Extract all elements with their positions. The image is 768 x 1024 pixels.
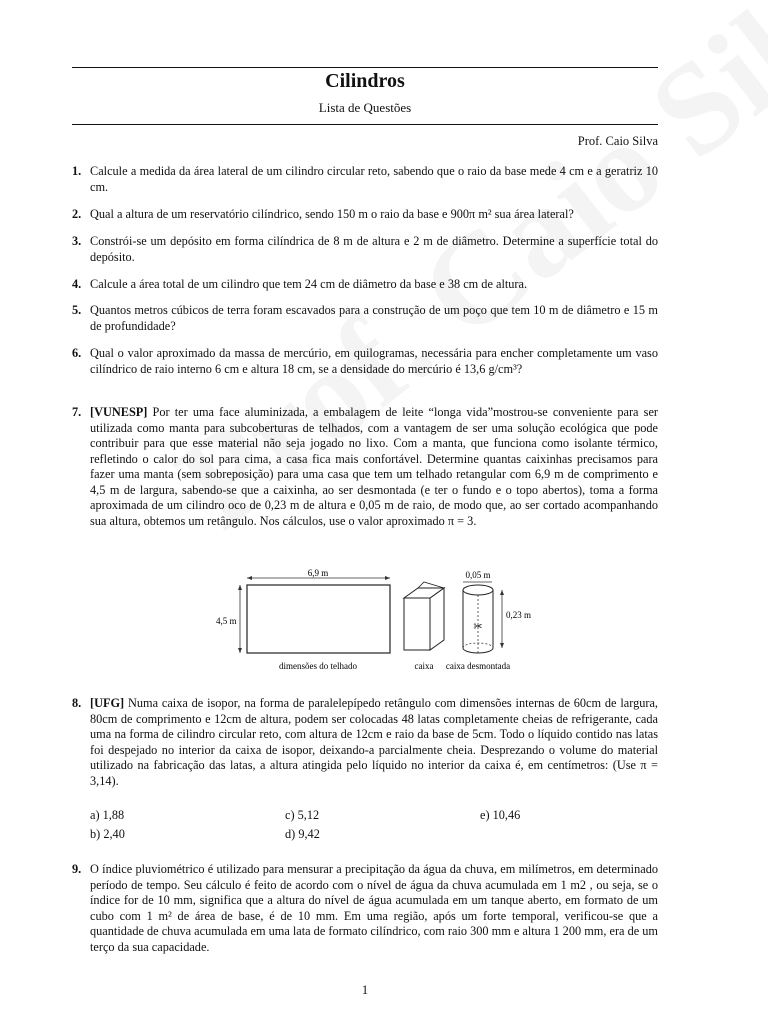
question-number: 4. xyxy=(72,277,82,291)
page xyxy=(72,0,658,1024)
arrow-head xyxy=(238,585,242,590)
option-d: d) 9,42 xyxy=(285,827,320,841)
question-3 xyxy=(72,234,658,265)
question-text xyxy=(90,405,658,529)
top-rule xyxy=(72,67,658,68)
arrow-head xyxy=(500,643,504,648)
source-tag: [VUNESP] xyxy=(90,405,148,419)
radius-label: 0,05 m xyxy=(465,570,491,580)
page-number: 1 xyxy=(361,983,369,997)
header-rule xyxy=(72,124,658,125)
question-6 xyxy=(72,346,658,377)
question-4 xyxy=(72,277,658,293)
question-number: 9. xyxy=(72,862,82,876)
option-e: e) 10,46 xyxy=(480,808,521,822)
question-number: 5. xyxy=(72,303,82,317)
box-flap xyxy=(418,582,444,588)
can-height-label: 0,23 m xyxy=(506,610,532,620)
question-1 xyxy=(72,164,658,195)
question-number: 8. xyxy=(72,696,82,710)
question-9 xyxy=(72,862,658,955)
scissors-icon: ✂ xyxy=(473,621,483,633)
question-text: Calcule a medida da área lateral de um cilindro circular reto, sabendo que o raio da base mede 4 cm e a geratriz 10 cm. xyxy=(90,164,658,194)
roof-rectangle xyxy=(247,585,390,653)
question-7 xyxy=(72,405,658,529)
question-text: Quantos metros cúbicos de terra foram escavados para a construção de um poço que tem 10 m de diâmetro e 15 m de profundidade? xyxy=(90,303,658,333)
question-text: Qual o valor aproximado da massa de mercúrio, em quilogramas, necessária para encher completamente um vaso cilíndrico de raio interno 6 cm e altura 18 cm, se a densidade do mercúrio é 13,6 g/cm³? xyxy=(90,346,658,376)
box-side xyxy=(430,588,444,650)
q8-options xyxy=(90,806,650,846)
source-tag: [UFG] xyxy=(90,696,125,710)
question-2 xyxy=(72,207,658,223)
author: Prof. Caio Silva xyxy=(577,134,658,148)
question-number: 3. xyxy=(72,234,82,248)
box-caption: caixa xyxy=(414,661,434,671)
question-number: 1. xyxy=(72,164,82,178)
page-subtitle: Lista de Questões xyxy=(318,100,412,115)
question-8 xyxy=(72,696,658,789)
width-label: 6,9 m xyxy=(307,568,329,578)
height-label: 4,5 m xyxy=(216,616,237,626)
arrow-head xyxy=(238,648,242,653)
arrow-head xyxy=(247,576,252,580)
option-c: c) 5,12 xyxy=(285,808,320,822)
question-text: Qual a altura de um reservatório cilíndrico, sendo 150 m o raio da base e 900π m² sua área lateral? xyxy=(90,207,574,221)
roof-caption: dimensões do telhado xyxy=(279,661,357,671)
roof-figure xyxy=(212,568,632,678)
arrow-head xyxy=(500,590,504,595)
question-number: 2. xyxy=(72,207,82,221)
question-body: Numa caixa de isopor, na forma de paralelepípedo retângulo com dimensões internas de 60cm de largura, 80cm de comprimento e 12cm de altura, podem ser colocadas 48 latas completamente cheias de refrigerante, cada uma na forma de cilindro circular reto, com altura de 12cm e raio da base de 5cm. Todo o líquido contido nas latas foi despejado no interior da caixa de isopor, deixando-a parcialmente cheia. Desprezando o volume do material utilizado na fabricação das latas, a altura atingida pelo líquido no interior da caixa é, em centímetros: (Use π = 3,14). xyxy=(90,696,658,788)
question-number: 7. xyxy=(72,405,82,419)
question-body: Por ter uma face aluminizada, a embalagem de leite “longa vida”mostrou-se conveniente para ser utilizada como manta para subcoberturas de telhados, com a vantagem de ser uma solução ecológica que pode contribuir para que esse material não seja jogado no lixo. Com a manta, que funciona como isolante térmico, refletindo o calor do sol para cima, a casa fica mais confortável. Determine quantas caixinhas precisamos para fazer uma manta (sem sobreposição) para uma casa que tem um telhado retangular com 6,9 m de comprimento e 4,5 m de largura, sabendo-se que a caixinha, ao ser desmontada (e ter o fundo e o topo abertos), toma a forma aproximada de um cilindro oco de 0,23 m de altura e 0,05 m de raio, de modo que, ao ser cortado acompanhando sua altura, obtemos um retângulo. Nos cálculos, use o valor aproximado π = 3. xyxy=(90,405,658,528)
arrow-head xyxy=(385,576,390,580)
box-front xyxy=(404,598,430,650)
question-text: Calcule a área total de um cilindro que tem 24 cm de diâmetro da base e 38 cm de altura. xyxy=(90,277,528,291)
question-5 xyxy=(72,303,658,334)
option-b: b) 2,40 xyxy=(90,827,125,841)
unfolded-caption: caixa desmontada xyxy=(445,661,511,671)
question-text xyxy=(90,696,658,789)
figure-drawing xyxy=(212,568,632,678)
question-text: O índice pluviométrico é utilizado para mensurar a precipitação da água da chuva, em milímetros, em determinado período de tempo. Seu cálculo é feito de acordo com o nível de água da chuva acumulada em 1 m2 , ou seja, se o índice for de 10 mm, significa que a altura do nível de água acumulada em um tanque aberto, em formato de um cubo com 1 m² de área de base, é de 10 mm. Em uma região, após um forte temporal, verificou-se que a quantidade de chuva acumulada em uma lata de formato cilíndrico, com raio 300 mm e altura 1 200 mm, era de um terço da sua capacidade. xyxy=(90,862,658,954)
page-title: Cilindros xyxy=(325,70,405,92)
question-text: Constrói-se um depósito em forma cilíndrica de 8 m de altura e 2 m de diâmetro. Determine a superfície total do depósito. xyxy=(90,234,658,264)
cylinder-top xyxy=(463,585,493,595)
option-a: a) 1,88 xyxy=(90,808,125,822)
question-number: 6. xyxy=(72,346,82,360)
